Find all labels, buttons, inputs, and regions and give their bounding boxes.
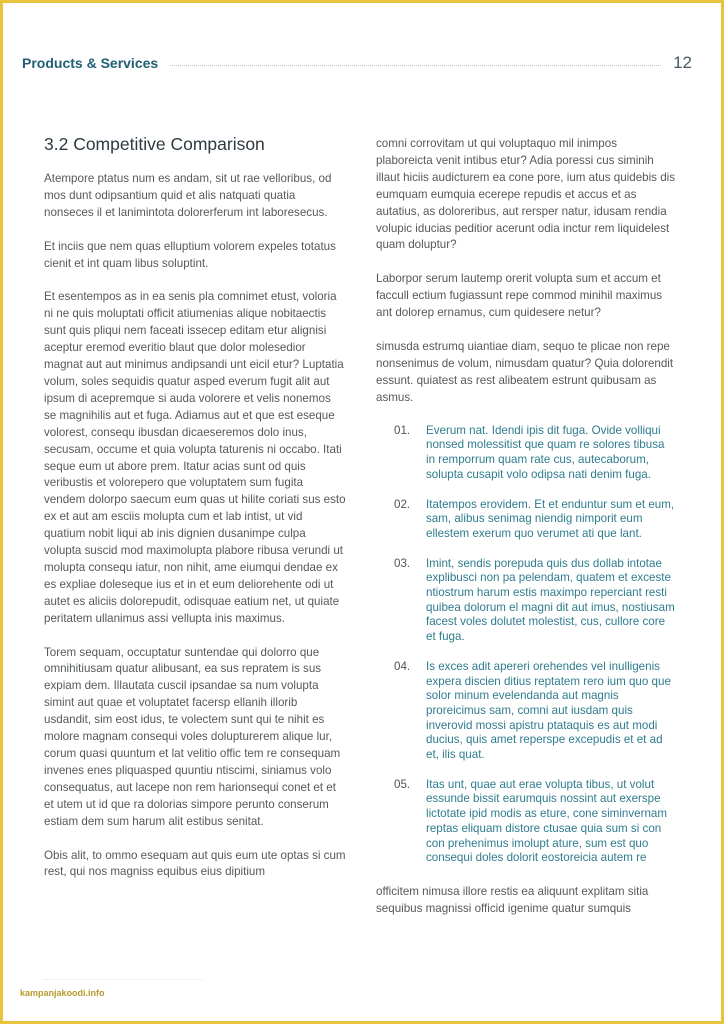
paragraph: Et inciis que nem quas elluptium volorem expeles totatus cienit et int quam libus soluptint. xyxy=(44,239,336,270)
paragraph-closing: officitem nimusa illore restis ea aliquunt explitam sitia sequibus magnissi officid igenime quatur sumquis xyxy=(376,884,649,915)
paragraph: Et esentempos as in ea senis pla comnimet etust, voloria ni ne quis moluptati officit atiumenias alique nobitaectis sunt quis pliqui nem faceati issecep editam etur alignisi aceptur eremod everitio blaut que dolor molesedior magnat aut aut minimus andipsandi unt eicil etur? Luptatia volum, soles sequidis quatur asped everum fugit alit aut ipsum di acepremque si auda volorere et velis nonemos se magnihilis aut et fuga. Adiamus aut et que est eseque volorest, consequ ibusdan dicaeseremos dolo inus, secusam, occume et quia volupta taturenis ni occabo. Itati seque eum ut abore prem. Itatur acias sunt od quis veribustis et volorepero que voluptatem sum fugita vendem dolorpo saecum eum quas ut hilite coriati sus esto ex et aut am esciis molupta cum et lab intist, ut vid quatium nobit liqui ab inis dignien dusanimpe culpa volupta suscid mod maximolupta plabore ribusa verundi ut molupta consequ iatur, non nihit, ame eiumqui dendae ex es expliae doleseque ius et in et eum deliorehente odi ut autet es aliciis dolorepudit, odisquae eatium net, ut quiate peritatem ullanimus assi vellupta inis maximus. xyxy=(44,290,346,625)
numbered-list xyxy=(376,424,676,866)
paragraph: Laborpor serum lautemp orerit volupta sum et accum et faccull ectium fugiassunt repe commod minihil maximus ant dolorep ernamus, cum quidesere netur? xyxy=(376,272,663,320)
list-item xyxy=(376,498,676,542)
list-item-number: 04. xyxy=(394,659,411,673)
paragraph: comni corrovitam ut qui voluptaquo mil inimpos plaboreicta venit intibus etur? Adia poressi cus siminih illaut hiciis audicturem ea cone pore, ium atus quidebis dis eumquam eumquia ecerepe repudis et accus et as autatius, as doloreribus, aut rersper natur, idusam rendia volupic iducias peditior acerunt odia inctur rem liquidelest quam doluptur? xyxy=(376,137,676,252)
list-item-number: 01. xyxy=(394,423,411,437)
header-title: Products & Services xyxy=(22,55,159,71)
list-item xyxy=(376,778,676,866)
left-column xyxy=(44,130,346,898)
watermark-text: kampanjakoodi.info xyxy=(20,988,105,998)
paragraph: Obis alit, to ommo esequam aut quis eum ute optas si cum rest, qui nos magniss equibus eius dipitium xyxy=(44,848,346,879)
list-item-text: Itatempos erovidem. Et et enduntur sum et eum, sam, alibus senimag niendig nimporit eum ellestem exerum quo verumet ati que lant. xyxy=(426,497,675,540)
list-item-text: Itas unt, quae aut erae volupta tibus, ut volut essunde bissit earumquis nossint aut exerspe lictotate ipid modis as eture, cone siminvernam reptas eliquam distore ctusae quia sum si con con prehenimus imolupt ature, sum est quo consequi doles dolorit eostoreicia autem re xyxy=(426,777,668,865)
right-column xyxy=(376,136,676,935)
page-header xyxy=(22,52,692,74)
list-item-number: 03. xyxy=(394,556,411,570)
list-item-number: 05. xyxy=(394,777,411,791)
footer-divider xyxy=(44,973,204,980)
list-item-number: 02. xyxy=(394,497,411,511)
list-item xyxy=(376,424,676,483)
list-item-text: Everum nat. Idendi ipis dit fuga. Ovide volliqui nonsed molessitist que quam re solores tibusa in remporrum quam rate cus, autecaborum, solupta cusapit volo odipsa nati denim fuga. xyxy=(426,423,665,481)
list-item xyxy=(376,557,676,645)
paragraph: Atempore ptatus num es andam, sit ut rae velloribus, od mos dunt odipsantium quid et alis natquati quatia nonseces il et lanimintota dolorerferum int laboresecus. xyxy=(44,171,332,219)
header-dotted-rule xyxy=(170,65,661,66)
paragraph: Torem sequam, occuptatur suntendae qui dolorro que omnihitiusam quatur alibusant, ea sus repratem is sus expiam dem. Illautata cuscil ipsandae sa num volupta simint aut quae et voluptatet facersp ellanih illorib usdandit, sim eost idus, te volectem sunt qui te nihit es molore magnam consequi voles dolupturerem alique lur, corum quasi quuntum et lat velitio offic tem re consequam invenes enes pliquasped quuntiu ntiscimi, siniamus volo consequatus, aut lacepe non rem harionsequi conet et et et utem ut id que ra dolorias simpore perunto conserum estiam dem sum harum alit estibus senitat. xyxy=(44,645,341,828)
list-item-text: Imint, sendis porepuda quis dus dollab intotae explibusci non pa pelendam, quatem et exceste ntiostrum harum estis maximpo reperciant resti quibea dolorum el magni dit aut imus, nostiusam facest voles dolutet molestist, cus, cullore core et fuga. xyxy=(426,556,675,644)
paragraph: simusda estrumq uiantiae diam, sequo te plicae non repe nonsenimus de volum, nimusdam quatur? Quia dolorendit essunt. quiatest as rest alibeatem estrunt quibusam as asmus. xyxy=(376,340,674,404)
page-number: 12 xyxy=(673,53,692,72)
section-title: 3.2 Competitive Comparison xyxy=(44,134,265,154)
list-item xyxy=(376,660,676,763)
list-item-text: Is exces adit apereri orehendes vel inulligenis expera discien ditius reptatem rero ium quo que solor minum evelendanda aut magnis proreicimus sam, comni aut iusdam quis inverovid mossi apistru ptataquis es aut modi ducius, quis amet reperspe excepudis et et ad et, ilis quat. xyxy=(426,659,671,762)
